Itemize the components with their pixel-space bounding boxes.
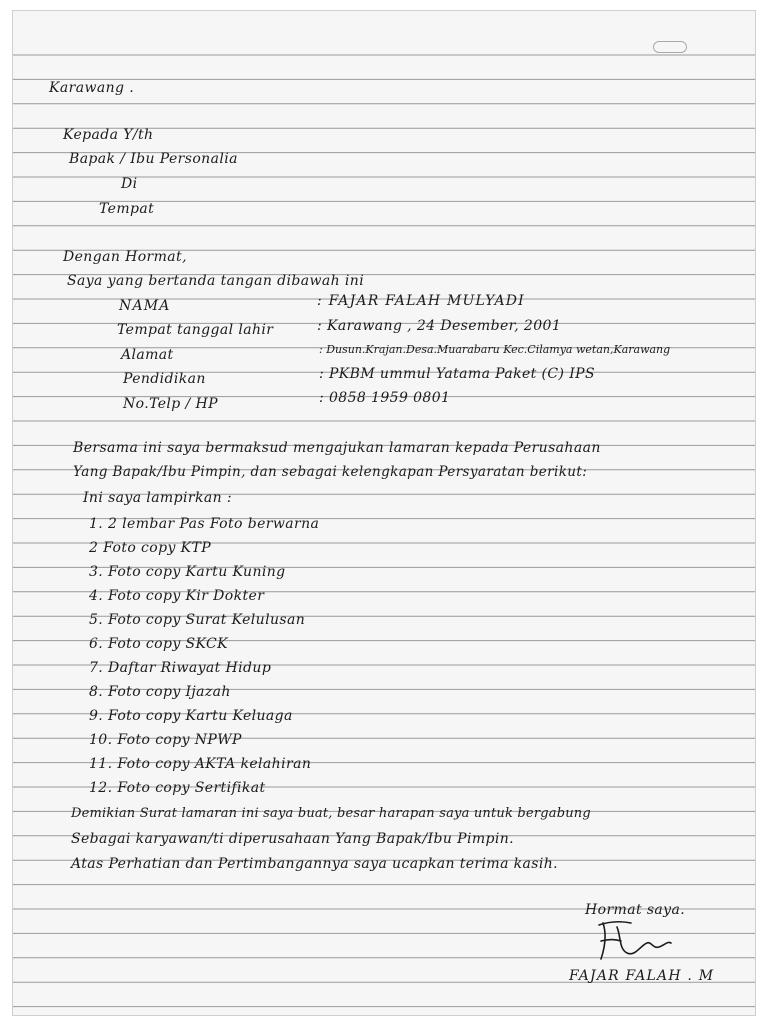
recipient-line-3: Di	[121, 176, 138, 192]
body-line-1: Bersama ini saya bermaksud mengajukan lamaran kepada Perusahaan	[73, 440, 601, 456]
attachment-item: 11. Foto copy AKTA kelahiran	[89, 756, 312, 772]
recipient-line-2: Bapak / Ibu Personalia	[69, 151, 238, 167]
identity-label-education: Pendidikan	[123, 371, 206, 387]
attachment-item: 3. Foto copy Kartu Kuning	[89, 564, 286, 580]
recipient-line-1: Kepada Y/th	[63, 127, 154, 143]
identity-label-phone: No.Telp / HP	[123, 396, 218, 412]
letter-page	[12, 10, 756, 1016]
identity-label-address: Alamat	[121, 347, 174, 363]
signature-name: FAJAR FALAH . M	[569, 968, 715, 984]
letter-place: Karawang .	[49, 80, 135, 96]
identity-value-birth: : Karawang , 24 Desember, 2001	[317, 318, 562, 334]
attachment-item: 1. 2 lembar Pas Foto berwarna	[89, 516, 320, 532]
attachment-item: 12. Foto copy Sertifikat	[89, 780, 266, 796]
attachment-item: 8. Foto copy Ijazah	[89, 684, 231, 700]
page-number-badge-icon	[653, 41, 687, 53]
identity-value-phone: : 0858 1959 0801	[319, 390, 451, 406]
sign-off: Hormat saya.	[585, 902, 686, 918]
attachment-item: 9. Foto copy Kartu Keluaga	[89, 708, 293, 724]
body-line-3: Ini saya lampirkan :	[83, 490, 232, 506]
identity-label-birth: Tempat tanggal lahir	[117, 322, 274, 338]
attachment-item: 6. Foto copy SKCK	[89, 636, 228, 652]
attachment-item: 7. Daftar Riwayat Hidup	[89, 660, 272, 676]
closing-line-2: Sebagai karyawan/ti diperusahaan Yang Bapak/Ibu Pimpin.	[71, 831, 515, 847]
recipient-line-4: Tempat	[99, 201, 155, 217]
identity-value-address: : Dusun.Krajan.Desa.Muarabaru Kec.Cilamya wetan,Karawang	[319, 343, 671, 356]
identity-label-name: NAMA	[119, 298, 171, 314]
closing-line-3: Atas Perhatian dan Pertimbangannya saya ucapkan terima kasih.	[71, 856, 559, 872]
greeting: Dengan Hormat,	[63, 249, 187, 265]
identity-value-education: : PKBM ummul Yatama Paket (C) IPS	[319, 366, 595, 382]
body-line-2: Yang Bapak/Ibu Pimpin, dan sebagai kelengkapan Persyaratan berikut:	[73, 464, 588, 480]
attachment-item: 5. Foto copy Surat Kelulusan	[89, 612, 306, 628]
signature-icon	[591, 915, 677, 965]
identity-value-name: : FAJAR FALAH MULYADI	[317, 293, 525, 309]
attachment-item: 4. Foto copy Kir Dokter	[89, 588, 265, 604]
attachment-item: 10. Foto copy NPWP	[89, 732, 242, 748]
closing-line-1: Demikian Surat lamaran ini saya buat, besar harapan saya untuk bergabung	[71, 806, 591, 821]
intro-line: Saya yang bertanda tangan dibawah ini	[67, 273, 365, 289]
attachment-item: 2 Foto copy KTP	[89, 540, 212, 556]
